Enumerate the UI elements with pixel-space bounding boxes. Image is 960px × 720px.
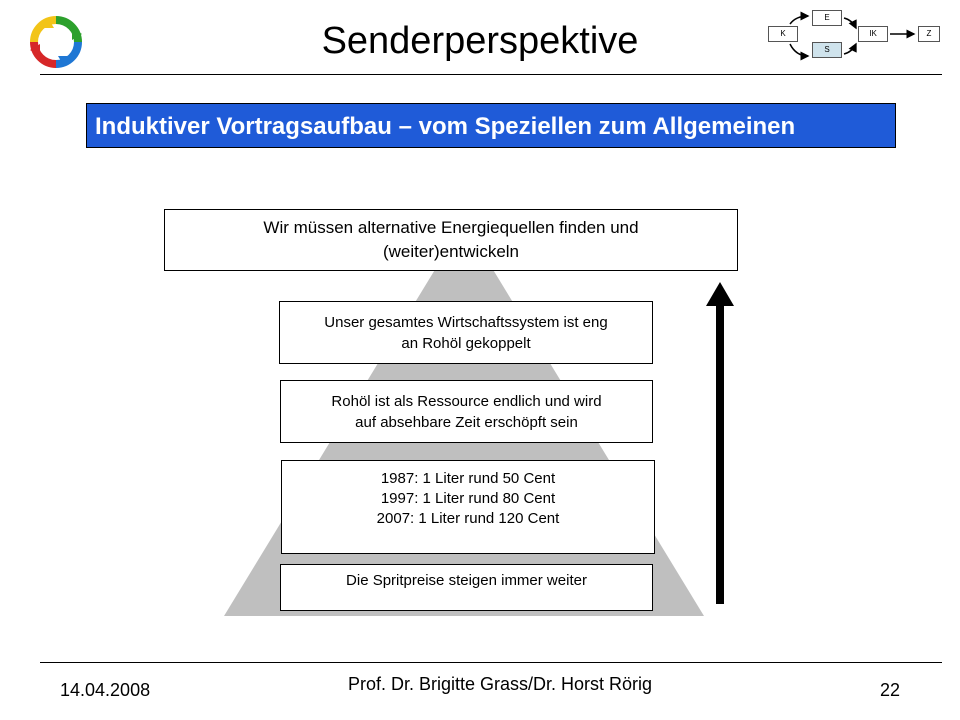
footer-authors: Prof. Dr. Brigitte Grass/Dr. Horst Rörig [347, 674, 653, 694]
box-conclusion-line-2: (weiter)entwickeln [382, 242, 520, 261]
box-prices-line-1: 1987: 1 Liter rund 50 Cent [380, 470, 556, 487]
box-economy-line-1: Unser gesamtes Wirtschaftssystem ist eng [324, 313, 608, 331]
box-economy [279, 301, 653, 364]
box-resource [280, 380, 653, 443]
footer-date: 14.04.2008 [60, 680, 151, 700]
nav-box-ik: IK [858, 26, 888, 42]
box-conclusion-line-1: Wir müssen alternative Energiequellen finden und [263, 218, 639, 237]
box-prices-line-2: 1997: 1 Liter rund 80 Cent [380, 490, 556, 507]
box-fuel-prices [280, 564, 653, 611]
box-prices-line-3: 2007: 1 Liter rund 120 Cent [376, 510, 560, 527]
nav-box-k: K [768, 26, 798, 42]
nav-box-s: S [812, 42, 842, 58]
box-resource-line-2: auf absehbare Zeit erschöpft sein [355, 413, 578, 431]
footer-rule [40, 662, 942, 663]
upward-arrow-icon [700, 280, 740, 606]
footer-page-number: 22 [880, 680, 901, 700]
box-conclusion [164, 209, 738, 271]
nav-box-z: Z [918, 26, 940, 42]
box-prices [281, 460, 655, 554]
page-title: Senderperspektive [321, 20, 639, 62]
box-fuel-prices-line-1: Die Spritpreise steigen immer weiter [346, 572, 587, 589]
box-economy-line-2: an Rohöl gekoppelt [401, 334, 531, 352]
nav-box-e: E [812, 10, 842, 26]
box-resource-line-1: Rohöl ist als Ressource endlich und wird [331, 392, 602, 410]
slide-heading: Induktiver Vortragsaufbau – vom Speziellen zum Allgemeinen [86, 103, 896, 148]
